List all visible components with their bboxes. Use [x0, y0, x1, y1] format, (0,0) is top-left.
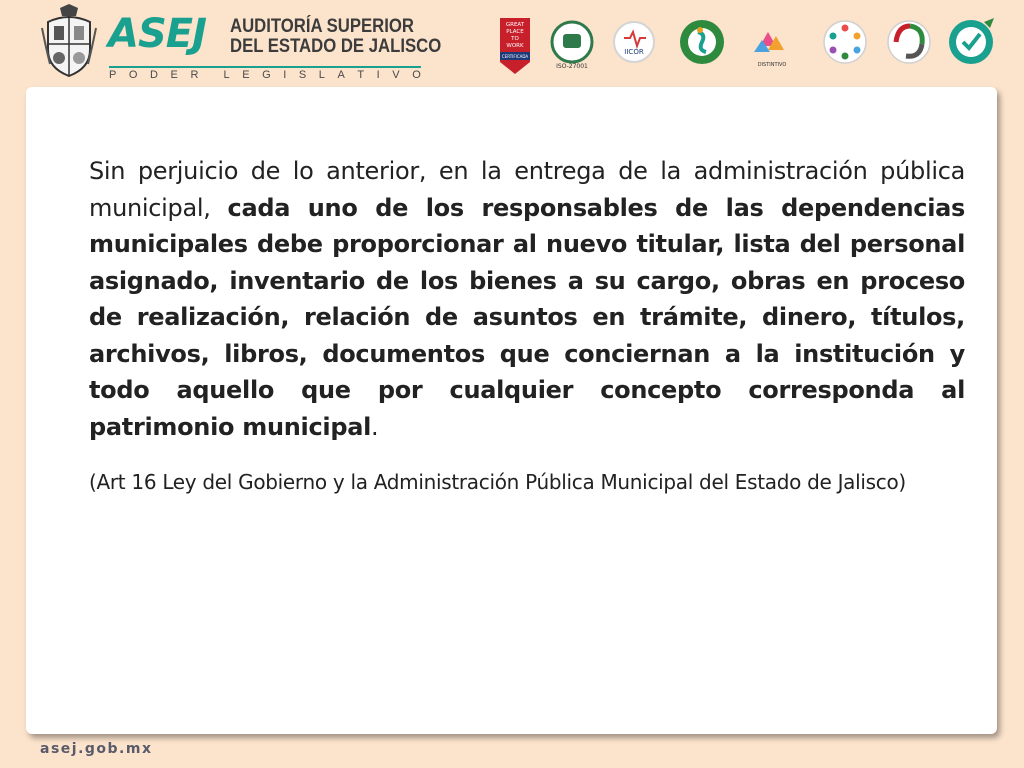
- jalisco-crest-logo: [38, 4, 100, 80]
- institution-title-line1: AUDITORÍA SUPERIOR: [230, 16, 414, 37]
- subtitle-letter: G: [262, 69, 271, 81]
- iso-27001-seal: [548, 16, 596, 72]
- gptw-word-3: TO: [511, 36, 519, 42]
- asej-brand-mark: ASEJ: [108, 11, 206, 57]
- great-place-to-work-badge: [498, 16, 532, 76]
- people-circle-seal: [820, 16, 870, 72]
- gptw-word-4: WORK: [506, 43, 524, 49]
- subtitle-letter: V: [392, 69, 400, 81]
- institution-title: [230, 17, 441, 57]
- subtitle-letter: I: [283, 69, 287, 81]
- paragraph-end: .: [371, 412, 379, 441]
- paragraph-emphasis: cada uno de los responsables de las dependencias municipales debe proporcionar al nuevo titular, lista del personal asignado, inventario de los bienes a su cargo, obras en proceso de realización, relación de asuntos en trámite, dinero, títulos, archivos, libros, documentos que conciernan a la institución y todo aquello que por cualquier concepto corresponda al patrimonio municipal: [89, 193, 965, 441]
- subtitle-letter: S: [298, 69, 307, 81]
- gptw-word-5: CERTIFICADA: [501, 54, 529, 59]
- content-card: [26, 87, 997, 734]
- header: [0, 0, 1024, 84]
- main-paragraph: [89, 153, 965, 445]
- footer-url: asej.gob.mx: [40, 741, 153, 757]
- subtitle-letter: T: [357, 69, 365, 81]
- legal-citation: (Art 16 Ley del Gobierno y la Administración Pública Municipal del Estado de Jalisco): [89, 470, 906, 494]
- institution-title-line2: DEL ESTADO DE JALISCO: [230, 36, 442, 57]
- gptw-word-1: GREAT: [505, 22, 525, 28]
- iicor-seal: [610, 16, 658, 72]
- subtitle-letter: I: [376, 69, 380, 81]
- responsabilidad-social-seal: [676, 16, 728, 72]
- subtitle-letter: O: [128, 69, 138, 81]
- subtitle-letter: O: [412, 69, 421, 81]
- svg-text:DISTINTIVO: DISTINTIVO: [757, 62, 787, 68]
- subtitle-letter: P: [109, 69, 117, 81]
- family-responsible-seal: [884, 16, 934, 72]
- paragraph-intro: Sin perjuicio de lo anterior, en la entrega de la administración pública municipal,: [89, 157, 965, 222]
- svg-text:ISO-27001: ISO-27001: [556, 63, 588, 70]
- poder-legislativo-subtitle: [109, 66, 421, 81]
- svg-text:IICOR: IICOR: [624, 48, 644, 56]
- subtitle-letter: R: [190, 69, 199, 81]
- iso-9001-seal: [944, 16, 998, 72]
- subtitle-letter: E: [242, 69, 250, 81]
- subtitle-letter: D: [150, 69, 158, 81]
- distintivo-empresa-incluyente-seal: [742, 16, 802, 72]
- gptw-word-2: PLACE: [506, 29, 524, 35]
- subtitle-letter: A: [337, 69, 345, 81]
- subtitle-letter: L: [223, 69, 230, 81]
- subtitle-letter: E: [170, 69, 178, 81]
- subtitle-letter: L: [318, 69, 325, 81]
